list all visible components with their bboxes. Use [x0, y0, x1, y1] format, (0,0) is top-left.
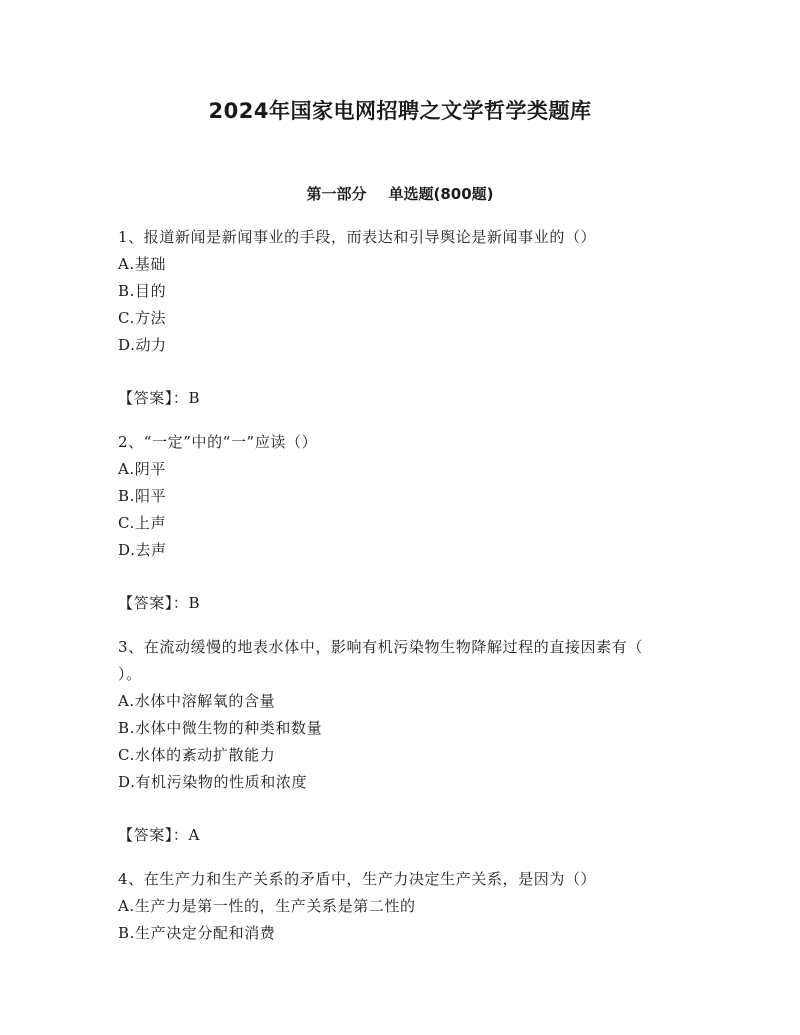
answer-value: B	[188, 594, 201, 612]
section-subtitle: 单选题(800题)	[388, 185, 494, 203]
option-b: B.阳平	[118, 487, 167, 505]
question-stem: 1、报道新闻是新闻事业的手段，而表达和引导舆论是新闻事业的（）	[118, 228, 597, 246]
option-c: C.上声	[118, 514, 167, 532]
question-item	[118, 429, 678, 617]
option-c: C.方法	[118, 309, 167, 327]
question-item	[118, 224, 678, 412]
option-c: C.水体的紊动扩散能力	[118, 746, 276, 764]
option-d: D.动力	[118, 336, 167, 354]
question-stem: 4、在生产力和生产关系的矛盾中，生产力决定生产关系，是因为（）	[118, 870, 597, 888]
question-stem: 3、在流动缓慢的地表水体中，影响有机污染物生物降解过程的直接因素有（ ）。	[118, 638, 675, 683]
option-d: D.去声	[118, 541, 167, 559]
option-b: B.目的	[118, 282, 167, 300]
option-a: A.生产力是第一性的，生产关系是第二性的	[118, 897, 416, 915]
option-d: D.有机污染物的性质和浓度	[118, 773, 308, 791]
document-title: 2024年国家电网招聘之文学哲学类题库	[208, 99, 592, 123]
option-a: A.水体中溶解氧的含量	[118, 692, 276, 710]
answer-label: 【答案】：	[118, 389, 189, 407]
option-a: A.阴平	[118, 460, 167, 478]
question-item	[118, 634, 678, 849]
answer-value: B	[188, 389, 201, 407]
answer-line	[118, 822, 678, 849]
question-stem: 2、“一定”中的“一”应读（）	[118, 433, 318, 451]
option-b: B.水体中微生物的种类和数量	[118, 719, 323, 737]
answer-line	[118, 590, 678, 617]
section-heading	[0, 183, 800, 204]
answer-label: 【答案】：	[118, 826, 189, 844]
question-list	[118, 224, 678, 947]
question-item	[118, 866, 678, 947]
answer-line	[118, 385, 678, 412]
answer-value: A	[188, 826, 200, 844]
option-b: B.生产决定分配和消费	[118, 924, 276, 942]
option-a: A.基础	[118, 255, 167, 273]
section-title: 第一部分	[306, 185, 367, 203]
answer-label: 【答案】：	[118, 594, 189, 612]
